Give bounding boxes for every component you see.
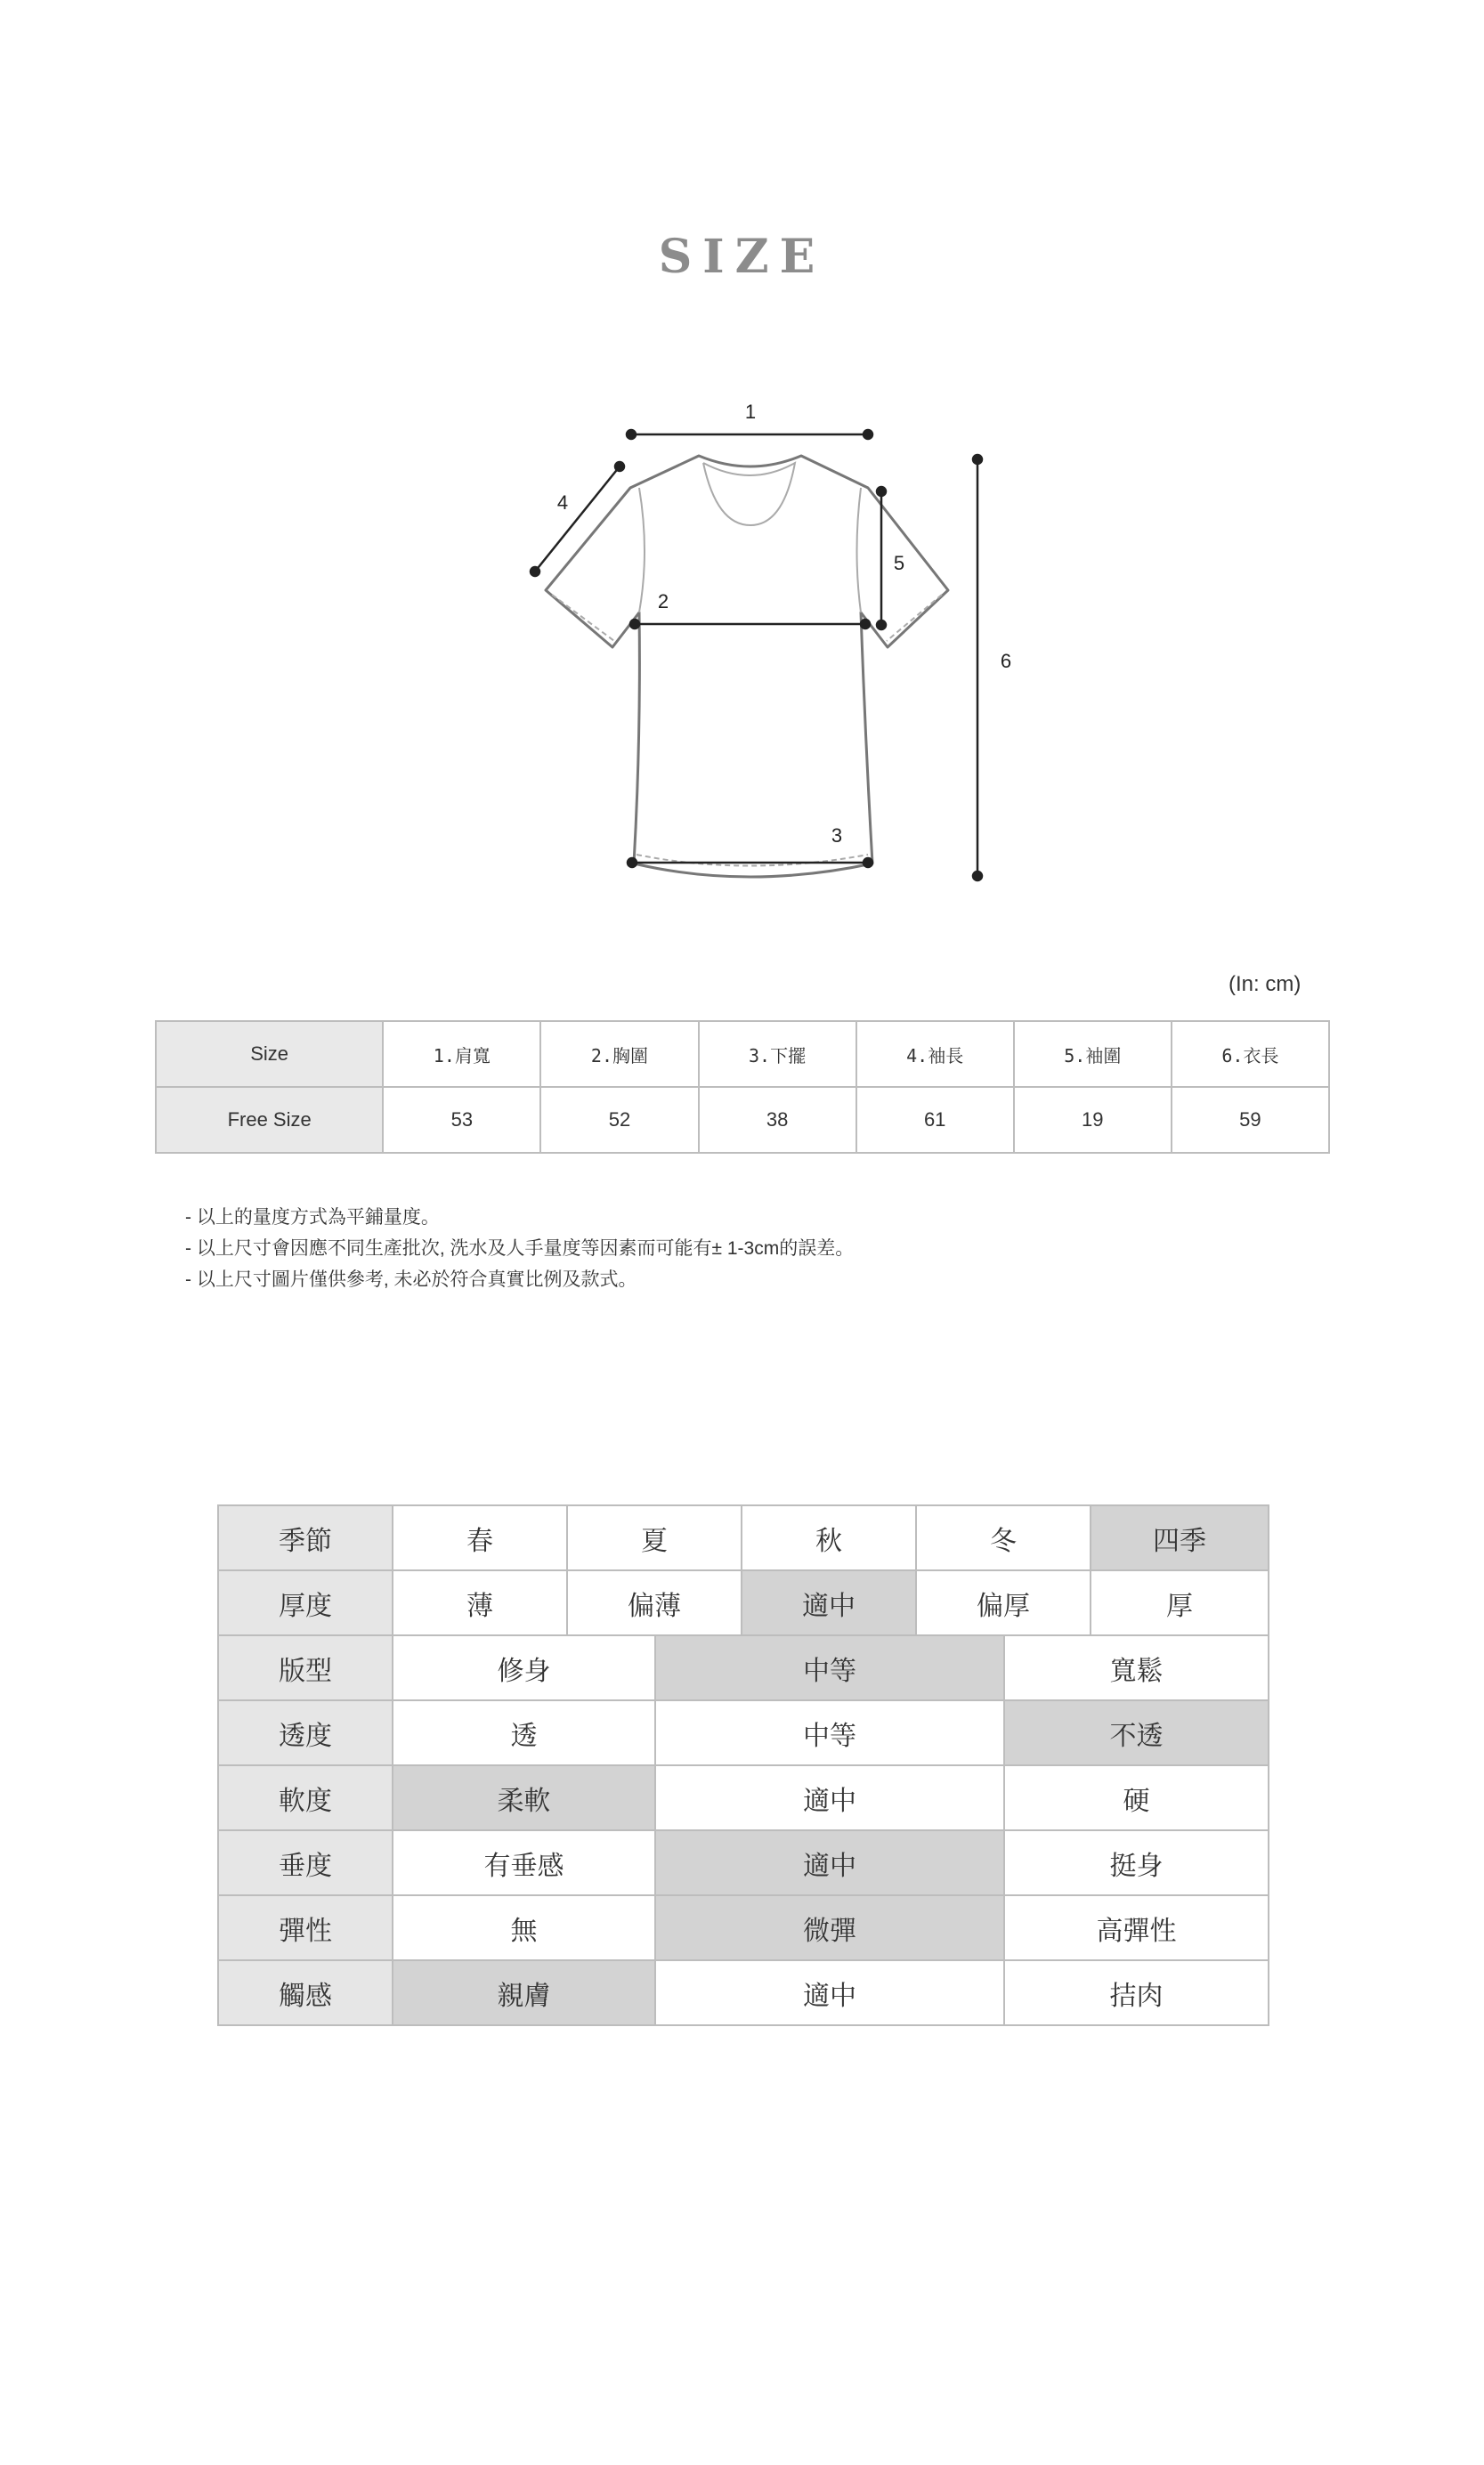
fabric-option: 高彈性	[1004, 1895, 1269, 1960]
fabric-option: 適中	[742, 1570, 916, 1635]
fabric-option: 微彈	[655, 1895, 1004, 1960]
fabric-option: 冬	[916, 1505, 1091, 1570]
fabric-row-label: 觸感	[218, 1960, 393, 2025]
fabric-option: 薄	[393, 1570, 567, 1635]
value-cell: 38	[699, 1087, 856, 1153]
measure-label-2: 2	[657, 590, 669, 612]
fabric-option: 透	[393, 1700, 655, 1765]
measure-label-5: 5	[893, 552, 905, 574]
header-cell: 6.衣長	[1172, 1021, 1329, 1087]
fabric-row	[218, 1570, 1269, 1635]
size-table-row	[156, 1087, 1329, 1153]
fabric-option: 修身	[393, 1635, 655, 1700]
fabric-row	[218, 1700, 1269, 1765]
fabric-row	[218, 1635, 1269, 1700]
fabric-row	[218, 1830, 1269, 1895]
fabric-option: 有垂感	[393, 1830, 655, 1895]
value-cell: 19	[1014, 1087, 1172, 1153]
measure-label-6: 6	[1000, 650, 1012, 672]
value-cell: 53	[383, 1087, 540, 1153]
fabric-option: 拮肉	[1004, 1960, 1269, 2025]
measure-label-1: 1	[744, 401, 757, 423]
fabric-option: 適中	[655, 1765, 1004, 1830]
fabric-row-label: 厚度	[218, 1570, 393, 1635]
fabric-option: 春	[393, 1505, 567, 1570]
fabric-option: 寬鬆	[1004, 1635, 1269, 1700]
fabric-option: 不透	[1004, 1700, 1269, 1765]
fabric-properties-table	[217, 1504, 1269, 2026]
fabric-row-label: 季節	[218, 1505, 393, 1570]
fabric-row	[218, 1960, 1269, 2025]
note-line: - 以上尺寸圖片僅供參考, 未必於符合真實比例及款式。	[185, 1269, 637, 1290]
measure-label-4: 4	[556, 491, 569, 514]
fabric-row-label: 版型	[218, 1635, 393, 1700]
fabric-row	[218, 1895, 1269, 1960]
fabric-row	[218, 1505, 1269, 1570]
fabric-option: 無	[393, 1895, 655, 1960]
fabric-option: 適中	[655, 1960, 1004, 2025]
fabric-option: 秋	[742, 1505, 916, 1570]
fabric-option: 柔軟	[393, 1765, 655, 1830]
note-line: - 以上的量度方式為平鋪量度。	[185, 1207, 440, 1228]
fabric-option: 厚	[1091, 1570, 1269, 1635]
header-cell: Size	[156, 1021, 383, 1087]
header-cell: 2.胸圍	[540, 1021, 698, 1087]
unit-label: (In: cm)	[1229, 972, 1302, 996]
fabric-row-label: 垂度	[218, 1830, 393, 1895]
value-cell: 59	[1172, 1087, 1329, 1153]
size-table	[155, 1020, 1330, 1154]
measure-line-4	[535, 466, 620, 572]
value-cell: 61	[856, 1087, 1014, 1153]
measurement-notes	[185, 1202, 854, 1295]
tshirt-measurement-diagram	[499, 383, 1015, 899]
header-cell: 1.肩寬	[383, 1021, 540, 1087]
page-title: SIZE	[658, 230, 826, 284]
header-cell: 4.袖長	[856, 1021, 1014, 1087]
measure-label-3: 3	[831, 824, 843, 847]
fabric-row	[218, 1765, 1269, 1830]
fabric-option: 夏	[567, 1505, 742, 1570]
measure-lines	[531, 430, 982, 880]
header-cell: 3.下擺	[699, 1021, 856, 1087]
fabric-row-label: 彈性	[218, 1895, 393, 1960]
fabric-option: 中等	[655, 1635, 1004, 1700]
fabric-row-label: 軟度	[218, 1765, 393, 1830]
fabric-option: 偏薄	[567, 1570, 742, 1635]
fabric-option: 親膚	[393, 1960, 655, 2025]
fabric-option: 偏厚	[916, 1570, 1091, 1635]
size-cell: Free Size	[156, 1087, 383, 1153]
fabric-option: 挺身	[1004, 1830, 1269, 1895]
fabric-option: 硬	[1004, 1765, 1269, 1830]
note-line: - 以上尺寸會因應不同生產批次, 洗水及人手量度等因素而可能有± 1-3cm的誤差。	[185, 1238, 855, 1259]
fabric-option: 四季	[1091, 1505, 1269, 1570]
tshirt-details	[552, 463, 942, 866]
fabric-option: 適中	[655, 1830, 1004, 1895]
fabric-row-label: 透度	[218, 1700, 393, 1765]
tshirt-outline	[546, 456, 948, 877]
header-cell: 5.袖圍	[1014, 1021, 1172, 1087]
fabric-option: 中等	[655, 1700, 1004, 1765]
size-table-header	[156, 1021, 1329, 1087]
value-cell: 52	[540, 1087, 698, 1153]
